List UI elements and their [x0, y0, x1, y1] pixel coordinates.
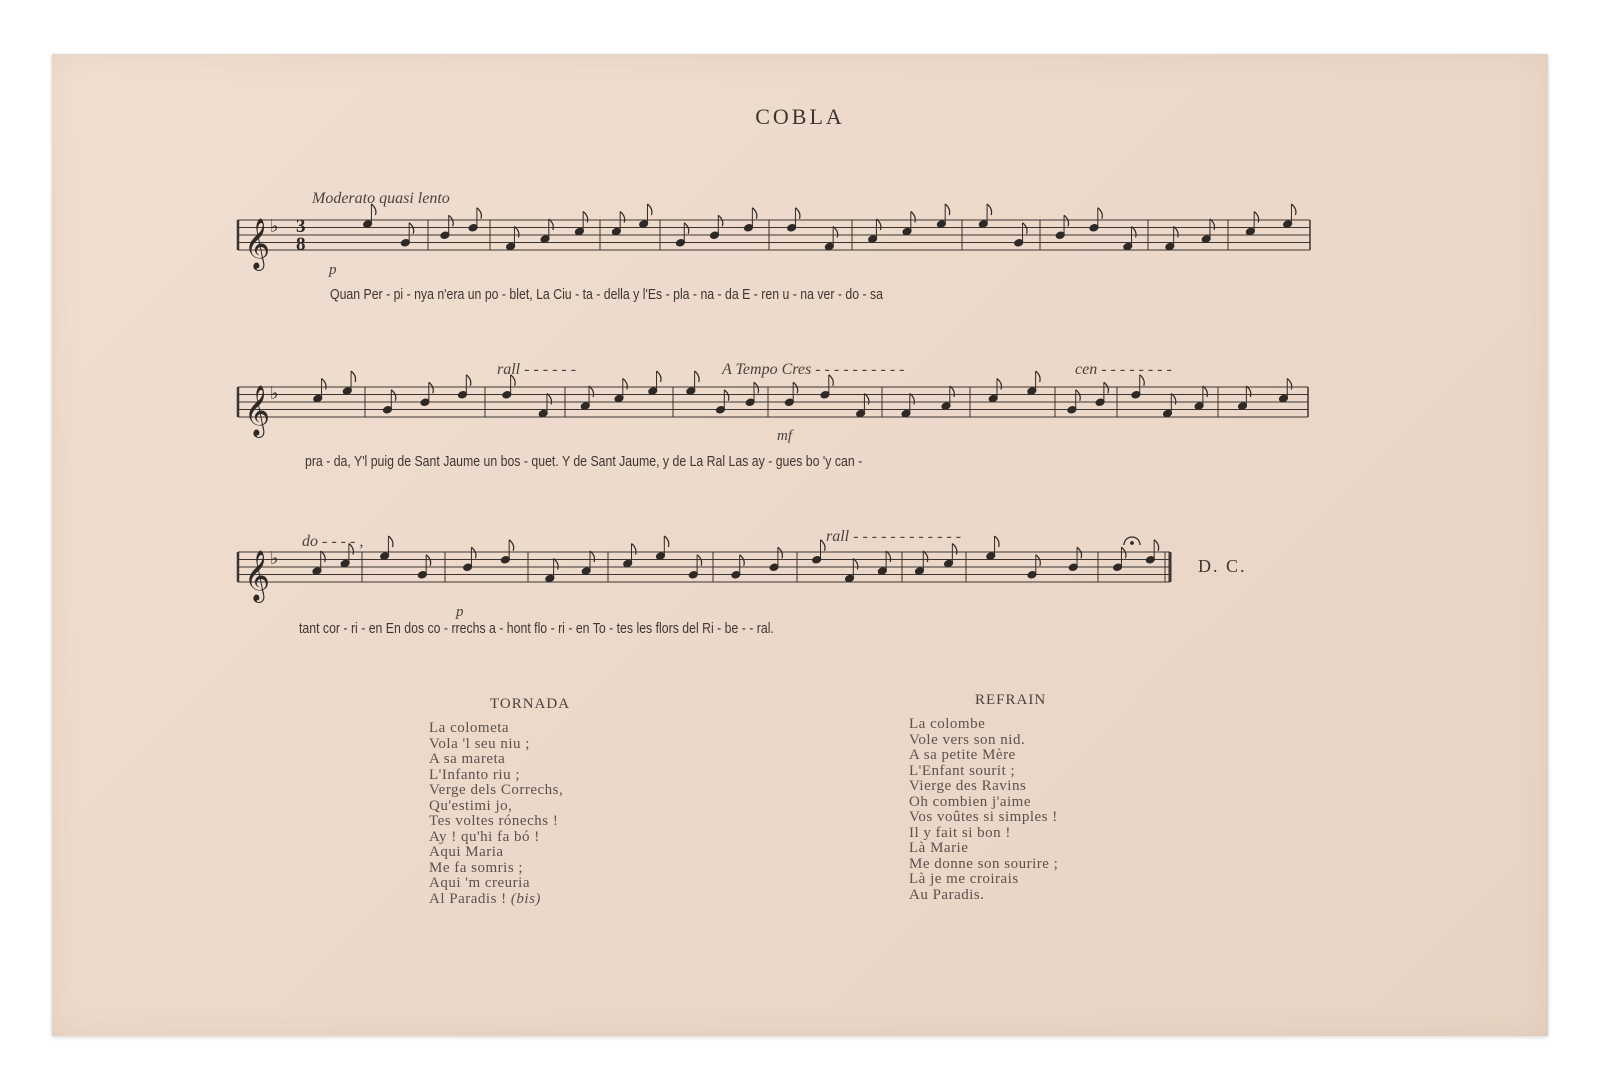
note-flag [910, 394, 915, 405]
note-flag [778, 547, 783, 558]
verse-line: Là je me croirais [909, 871, 1019, 887]
note-flag [583, 212, 588, 223]
note-flag [647, 204, 652, 215]
verse-line: La colometa [429, 720, 510, 736]
treble-clef-icon: 𝄞 [244, 386, 271, 435]
note-flag [876, 219, 881, 230]
note-flag [1121, 547, 1126, 558]
note-flag [1287, 379, 1292, 390]
note-flag [657, 371, 662, 382]
note-flag [1104, 382, 1109, 393]
note-flag [684, 223, 689, 234]
note-flag [1077, 547, 1082, 558]
verse-line: Il y fait si bon ! [909, 824, 1011, 841]
note-flag [1254, 212, 1259, 223]
cen-marking: cen - - - - - - - - [1075, 361, 1172, 378]
note-flag [620, 212, 625, 223]
note-flag [514, 227, 519, 238]
fermata-dot [1131, 542, 1134, 545]
note-flag [1171, 394, 1176, 405]
page-title: COBLA [755, 104, 845, 129]
verse-line: L'Infanto riu ; [429, 766, 521, 783]
verse-line: Vos voûtes si simples ! [909, 809, 1058, 825]
note-flag [466, 375, 471, 386]
note-flag [911, 212, 916, 223]
time-signature-top: 3 [296, 216, 306, 237]
note-flag [820, 540, 825, 551]
note-flag [793, 382, 798, 393]
verse-line: Vole vers son nid. [909, 731, 1026, 748]
note-flag [923, 551, 928, 562]
lyrics-line-1: Quan Per - pi - nya n'era un po - blet, La Ciu - ta - della y l'Es - pla - na - da E - ren u - na ver - do - sa [330, 286, 883, 303]
verse-line: Aqui Maria [429, 844, 504, 860]
verse-line-text: Al Paradis ! [429, 890, 507, 907]
note-flag [664, 536, 669, 547]
verse-line: Ay ! qu'hi fa bó ! [429, 828, 540, 845]
note-flag [945, 204, 950, 215]
note-flag [589, 386, 594, 397]
note-flag [554, 559, 559, 570]
note-flag [695, 371, 700, 382]
verse-line [429, 892, 563, 908]
dynamic-p-1: p [329, 262, 337, 278]
note-flag [752, 208, 757, 219]
note-flag [1076, 390, 1081, 401]
note-flag [833, 227, 838, 238]
note-flag [426, 555, 431, 566]
verse-line: Là Marie [909, 840, 969, 856]
refrain-verse [909, 717, 1058, 903]
note-flag [1174, 227, 1179, 238]
note-flag [590, 551, 595, 562]
note-flag [1036, 555, 1041, 566]
note-flag [449, 215, 454, 226]
note-flag [997, 379, 1002, 390]
note-flag [1246, 386, 1251, 397]
note-flag [429, 382, 434, 393]
verse-line: Oh combien j'aime [909, 793, 1032, 810]
note-flag [754, 382, 759, 393]
note-flag [987, 204, 992, 215]
lyrics-line-2: pra - da, Y'l puig de Sant Jaume un bos - quet. Y de Sant Jaume, y de La Ral Las ay - gues bo 'y can - [305, 453, 863, 470]
note-flag [391, 390, 396, 401]
note-flag [1203, 386, 1208, 397]
treble-clef-icon: 𝄞 [244, 551, 271, 600]
da-capo-label: D. C. [1198, 556, 1247, 576]
note-flag [371, 204, 376, 215]
verse-line: A sa mareta [429, 751, 506, 767]
verse-line: Qu'estimi jo, [429, 797, 513, 814]
note-flag [886, 551, 891, 562]
a-tempo-cres-marking: A Tempo Cres - - - - - - - - - - [722, 361, 905, 378]
note-flag [549, 219, 554, 230]
note-flag [995, 536, 1000, 547]
note-flag [1098, 208, 1103, 219]
note-flag [795, 208, 800, 219]
tempo-marking: Moderato quasi lento [312, 190, 450, 207]
note-flag [322, 379, 327, 390]
verse-line: Vierge des Ravins [909, 778, 1027, 794]
note-flag [471, 547, 476, 558]
note-flag [631, 544, 636, 555]
lyrics-line-3: tant cor - ri - en En dos co - rrechs a - hont flo - ri - en To - tes les flors del Ri - be - - ral. [299, 620, 774, 637]
note-flag [1154, 540, 1159, 551]
verse-line: Vola 'l seu niu ; [429, 735, 530, 752]
note-flag [950, 386, 955, 397]
dynamic-p-2: p [456, 604, 464, 620]
flat-sign-icon: ♭ [270, 216, 279, 236]
note-flag [509, 540, 514, 551]
note-flag [740, 555, 745, 566]
bis-marking: (bis) [510, 890, 541, 907]
flat-sign-icon: ♭ [270, 548, 279, 568]
note-flag [351, 371, 356, 382]
verse-line: Aqui 'm creuria [429, 875, 531, 891]
note-flag [697, 555, 702, 566]
verse-line: Au Paradis. [909, 886, 985, 903]
note-flag [718, 215, 723, 226]
note-flag [853, 559, 858, 570]
note-flag [1291, 204, 1296, 215]
note-flag [623, 379, 628, 390]
note-flag [1064, 215, 1069, 226]
note-flag [477, 208, 482, 219]
note-flag [1210, 219, 1215, 230]
tornada-title: TORNADA [490, 696, 571, 712]
verse-line: Tes voltes rónechs ! [429, 813, 559, 829]
verse-line: L'Enfant sourit ; [909, 762, 1016, 779]
tornada-verse [429, 721, 563, 907]
note-flag [321, 551, 326, 562]
verse-line: Me fa somris ; [429, 859, 524, 876]
note-flag [547, 394, 552, 405]
do-marking: do - - - - , [302, 533, 364, 550]
note-flag [1023, 223, 1028, 234]
note-flag [1132, 227, 1137, 238]
note-flag [388, 536, 393, 547]
rall-marking-1: rall - - - - - - [497, 361, 577, 378]
note-flag [864, 394, 869, 405]
note-flag [409, 223, 414, 234]
rall-marking-2: rall - - - - - - - - - - - - [826, 528, 962, 545]
flat-sign-icon: ♭ [270, 383, 279, 403]
verse-line: Me donne son sourire ; [909, 855, 1059, 872]
time-signature-bottom: 8 [296, 234, 306, 255]
verse-line: Verge dels Correchs, [429, 782, 564, 798]
note-flag [724, 390, 729, 401]
dynamic-mf: mf [777, 428, 792, 444]
treble-clef-icon: 𝄞 [244, 219, 271, 268]
verse-line: La colombe [909, 716, 986, 732]
verse-line: A sa petite Mère [909, 747, 1016, 763]
note-flag [1036, 371, 1041, 382]
refrain-title: REFRAIN [975, 692, 1047, 708]
